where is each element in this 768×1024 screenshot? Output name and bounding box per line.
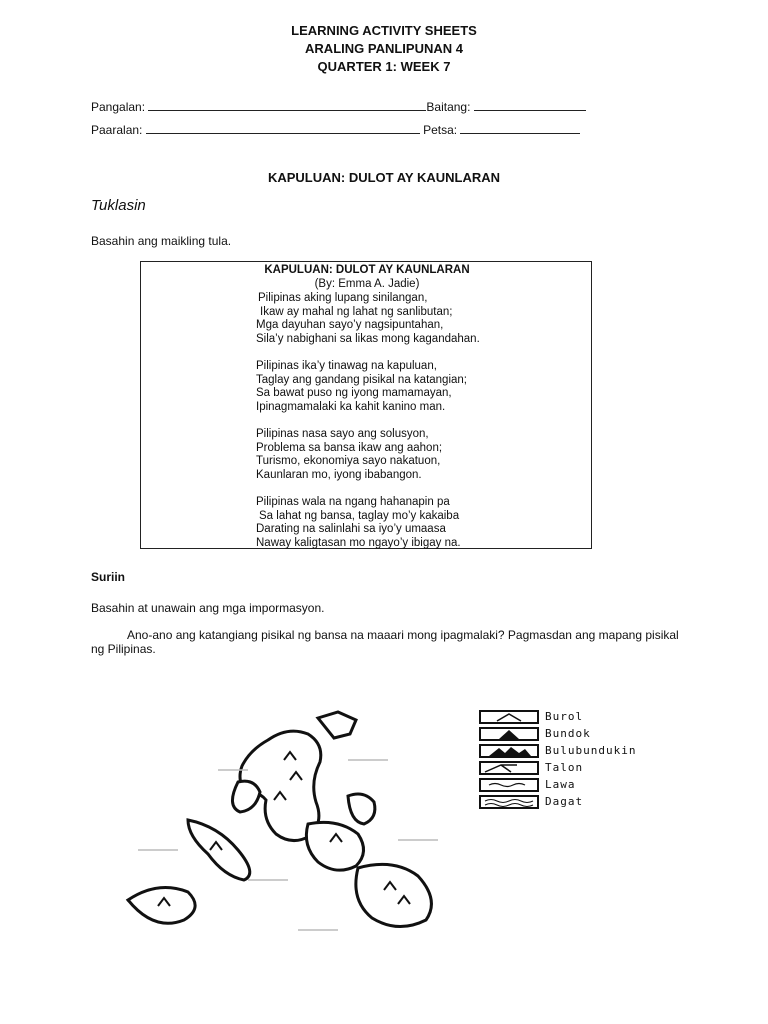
grade-label: Baitang:	[426, 100, 471, 114]
poem-line: Kaunlaran mo, iyong ibabangon.	[256, 468, 422, 481]
poem-stanza-3	[256, 428, 442, 482]
grade-blank-line[interactable]	[474, 98, 586, 111]
poem-line: Problema sa bansa ikaw ang aahon;	[256, 441, 443, 454]
poem-line: Sa bawat puso ng iyong mamamayan,	[256, 387, 452, 400]
poem-line: Taglay ang gandang pisikal na katangian;	[256, 373, 467, 386]
poem-line: Pilipinas nasa sayo ang solusyon,	[256, 428, 429, 440]
info-instruction: Basahin at unawain ang mga impormasyon.	[91, 601, 325, 615]
header-line-2: ARALING PANLIPUNAN 4	[305, 41, 463, 56]
section-title: KAPULUAN: DULOT AY KAUNLARAN	[267, 170, 501, 185]
poem-stanza-4	[256, 496, 461, 550]
poem-line: Sa lahat ng bansa, taglay mo’y kakaiba	[259, 509, 460, 522]
poem-line: Mga dayuhan sayo’y nagsipuntahan,	[256, 319, 444, 332]
tuklasin-heading: Tuklasin	[91, 197, 146, 214]
name-blank-line[interactable]	[148, 98, 426, 111]
poem-author: (By: Emma A. Jadie)	[314, 278, 420, 290]
header-line-1: LEARNING ACTIVITY SHEETS	[291, 23, 477, 38]
poem-line: Pilipinas ika’y tinawag na kapuluan,	[256, 360, 437, 372]
lake-icon	[479, 778, 539, 792]
name-grade-row	[91, 98, 586, 115]
poem-box	[140, 261, 592, 549]
poem-line: Pilipinas aking lupang sinilangan,	[258, 292, 428, 304]
legend-label: Bulubundukin	[545, 744, 637, 757]
worksheet-header	[0, 22, 768, 76]
sea-icon	[479, 795, 539, 809]
question-paragraph	[91, 628, 691, 656]
poem-instruction: Basahin ang maikling tula.	[91, 234, 232, 248]
suriin-heading: Suriin	[91, 570, 126, 584]
school-date-row	[91, 121, 580, 138]
legend-label: Lawa	[545, 778, 576, 791]
legend-label: Talon	[545, 761, 584, 774]
philippines-physical-map	[98, 700, 678, 940]
date-label: Petsa:	[423, 123, 458, 137]
poem-line: Ipinagmamalaki ka kahit kanino man.	[256, 400, 446, 413]
poem-title: KAPULUAN: DULOT AY KAUNLARAN	[264, 264, 470, 276]
school-blank-line[interactable]	[146, 121, 420, 134]
poem-line: Darating na salinlahi sa iyo’y umaasa	[256, 523, 446, 536]
question-text: Ano-ano ang katangiang pisikal ng bansa na maaari mong ipagmalaki? Pagmasdan ang mapang pisikal ng Pilipinas.	[91, 628, 679, 656]
waterfall-icon	[479, 761, 539, 775]
poem-line: Pilipinas wala na ngang hahanapin pa	[256, 496, 450, 508]
poem-line: Naway kaligtasan mo ngayo’y ibigay na.	[256, 536, 461, 549]
date-blank-line[interactable]	[460, 121, 580, 134]
philippines-map-drawing	[98, 700, 478, 940]
poem-stanza-1	[256, 292, 480, 346]
mountain-icon	[479, 727, 539, 741]
hill-icon	[479, 710, 539, 724]
poem-line: Sila’y nabighani sa likas mong kagandahan.	[256, 332, 480, 345]
school-label: Paaralan:	[91, 123, 143, 137]
poem-stanza-2	[256, 360, 467, 414]
name-label: Pangalan:	[91, 100, 146, 114]
header-line-3: QUARTER 1: WEEK 7	[317, 59, 451, 74]
legend-label: Burol	[545, 710, 584, 723]
legend-label: Dagat	[545, 795, 584, 808]
mountain-range-icon	[479, 744, 539, 758]
legend-label: Bundok	[545, 727, 591, 740]
poem-line: Ikaw ay mahal ng lahat ng sanlibutan;	[260, 305, 453, 318]
poem-line: Turismo, ekonomiya sayo nakatuon,	[256, 455, 441, 468]
